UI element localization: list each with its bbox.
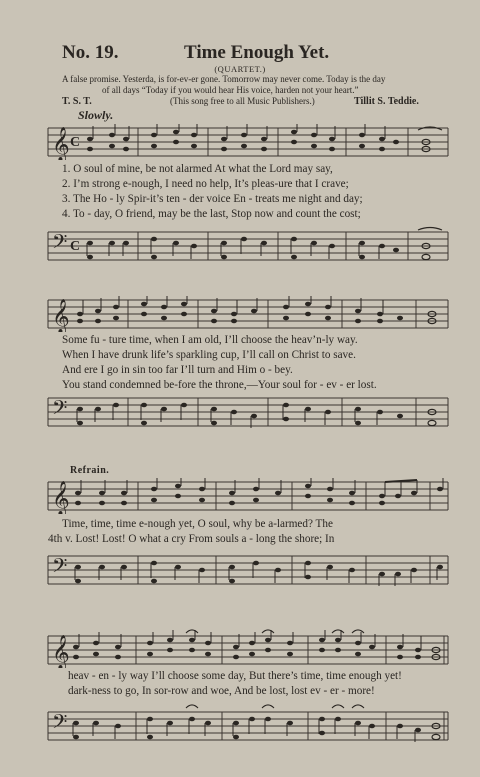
treble-staff-1 <box>46 124 450 160</box>
svg-text:𝄢: 𝄢 <box>52 712 68 738</box>
lyric-line: 3. The Ho - ly Spir-it’s ten - der voice En - treats me night and day; <box>62 193 363 205</box>
lyric-line: And ere I go in sin too far I’ll turn and Him o - bey. <box>62 364 293 376</box>
hymn-number: No. 19. <box>62 42 119 63</box>
treble-staff-4 <box>46 628 450 668</box>
svg-text:𝄞: 𝄞 <box>52 636 70 668</box>
lyric-line: 1. O soul of mine, be not alarmed At what the Lord may say, <box>62 163 333 175</box>
bass-staff-4 <box>46 702 450 748</box>
bass-staff-2 <box>46 392 450 432</box>
svg-text:𝄞: 𝄞 <box>52 300 70 332</box>
lyric-line: Time, time, time e-nough yet, O soul, why be a-larmed? The <box>62 518 333 530</box>
lyric-line: dark-ness to go, In sor-row and woe, And be lost, lost ev - er - more! <box>68 685 375 697</box>
treble-staff-2-lines <box>46 296 450 332</box>
treble-staff-3 <box>46 478 450 514</box>
svg-text:𝄢: 𝄢 <box>52 556 68 582</box>
hymn-title: Time Enough Yet. <box>184 42 330 63</box>
refrain-marking: Refrain. <box>70 465 110 476</box>
treble-staff-2 <box>46 296 450 332</box>
publisher-note: (This song free to all Music Publishers.) <box>170 96 315 106</box>
lyric-line: You stand condemned be-fore the throne,—Your soul for - ev - er lost. <box>62 379 377 391</box>
epigraph-line-2: of all days “Today if you would hear His voice, harden not your heart.” <box>102 85 359 95</box>
bass-staff-1-lines <box>46 226 450 266</box>
bass-staff-3-lines <box>46 550 450 590</box>
svg-text:𝄢: 𝄢 <box>52 398 68 424</box>
lyric-line: 4. To - day, O friend, may be the last, Stop now and count the cost; <box>62 208 361 220</box>
lyric-line: Some fu - ture time, when I am old, I’ll choose the heav’n-ly way. <box>62 334 358 346</box>
lyric-line: 4th v. Lost! Lost! O what a cry From souls a - long the shore; In <box>48 533 335 545</box>
lyricist-credit: T. S. T. <box>62 96 92 107</box>
svg-text:𝄞: 𝄞 <box>52 128 70 160</box>
tempo-marking: Slowly. <box>78 108 114 122</box>
bass-staff-2-lines <box>46 392 450 432</box>
svg-text:C: C <box>70 239 81 254</box>
hymn-subtitle: (QUARTET.) <box>214 64 266 74</box>
bass-staff-4-lines <box>46 702 450 748</box>
lyric-line: 2. I’m strong e-nough, I need no help, It’s pleas-ure that I crave; <box>62 178 349 190</box>
treble-staff-3-lines <box>46 478 450 514</box>
svg-text:C: C <box>70 135 81 150</box>
svg-text:𝄢: 𝄢 <box>52 232 68 258</box>
bass-staff-1 <box>46 226 450 266</box>
treble-staff-1-lines <box>46 124 450 160</box>
bass-staff-3 <box>46 550 450 590</box>
composer-credit: Tillit S. Teddie. <box>354 96 419 107</box>
epigraph-line-1: A false promise. Yesterda, is for-ev-er gone. Tomorrow may never come. Today is the day <box>62 74 386 84</box>
lyric-line: heav - en - ly way I’ll choose some day, But there’s time, time enough yet! <box>68 670 402 682</box>
lyric-line: When I have drunk life’s sparkling cup, I’ll call on Christ to save. <box>62 349 356 361</box>
svg-text:𝄞: 𝄞 <box>52 482 70 514</box>
treble-staff-4-lines <box>46 628 450 668</box>
